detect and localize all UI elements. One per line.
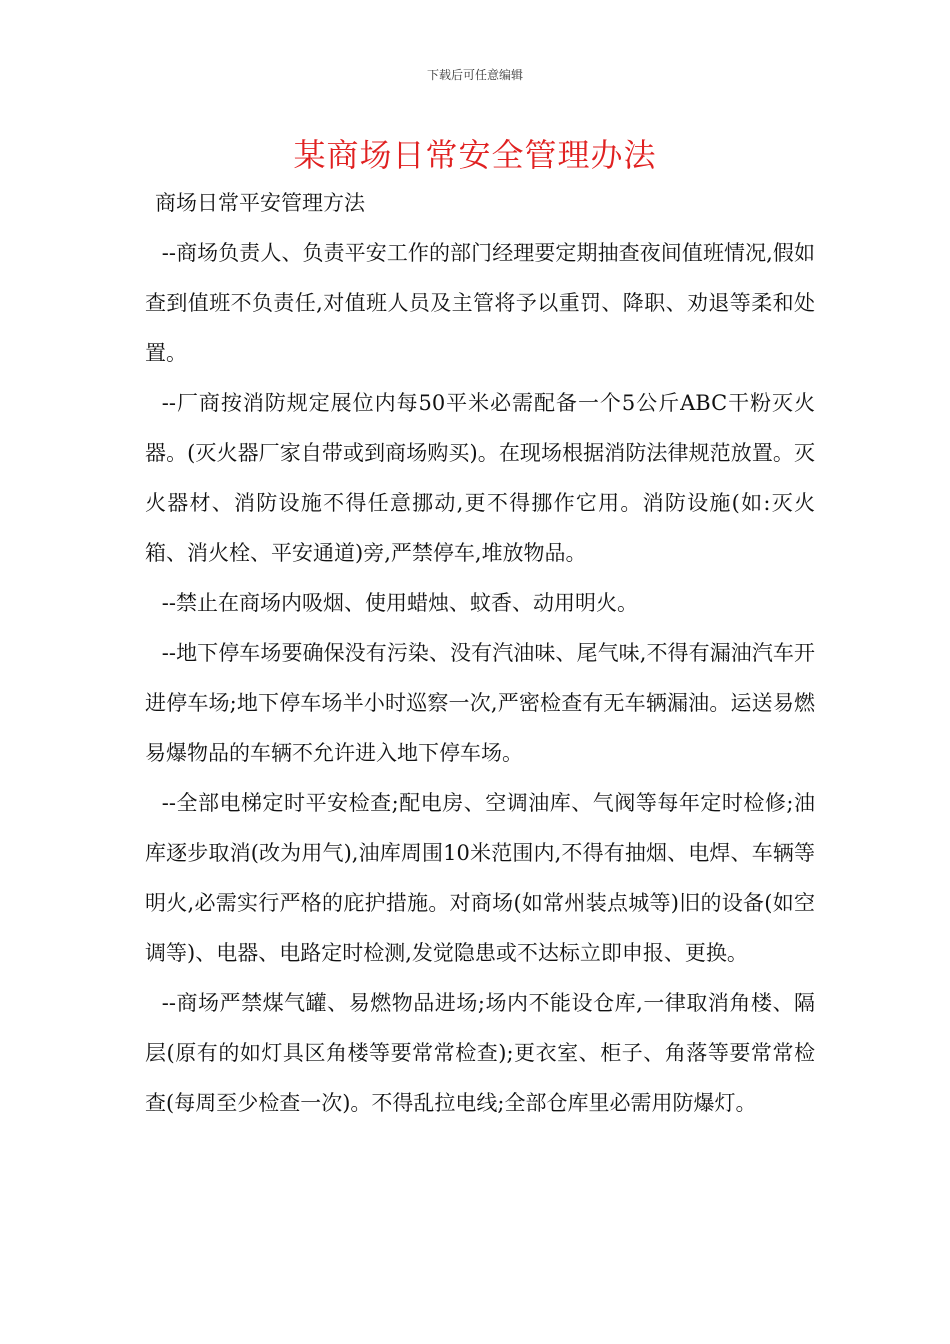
document-subtitle: 商场日常平安管理方法 <box>155 191 365 215</box>
paragraph-duty-inspection: --商场负责人、负责平安工作的部门经理要定期抽查夜间值班情况,假如查到值班不负责任,对值班人员及主管将予以重罚、降职、劝退等柔和处置。 <box>145 241 815 365</box>
paragraph-flammables-storage: --商场严禁煤气罐、易燃物品进场;场内不能设仓库,一律取消角楼、隔层(原有的如灯具区角楼等要常常检查);更衣室、柜子、角落等要常常检查(每周至少检查一次)。不得乱拉电线;全部仓库里必需用防爆灯。 <box>145 991 815 1115</box>
paragraph-no-open-flame: --禁止在商场内吸烟、使用蜡烛、蚊香、动用明火。 <box>161 591 638 615</box>
paragraph-equipment-inspection: --全部电梯定时平安检查;配电房、空调油库、气阀等每年定时检修;油库逐步取消(改为用气),油库周围10米范围内,不得有抽烟、电焊、车辆等明火,必需实行严格的庇护措施。对商场(如常州装点城等)旧的设备(如空调等)、电器、电路定时检测,发觉隐患或不达标立即申报、更换。 <box>145 791 815 965</box>
document-title: 某商场日常安全管理办法 <box>293 136 657 174</box>
paragraph-parking-garage: --地下停车场要确保没有污染、没有汽油味、尾气味,不得有漏油汽车开进停车场;地下停车场半小时巡察一次,严密检查有无车辆漏油。运送易燃易爆物品的车辆不允许进入地下停车场。 <box>145 641 815 765</box>
paragraph-fire-extinguishers: --厂商按消防规定展位内每50平米必需配备一个5公斤ABC干粉灭火器。(灭火器厂家自带或到商场购买)。在现场根据消防法律规范放置。灭火器材、消防设施不得任意挪动,更不得挪作它用。消防设施(如:灭火箱、消火栓、平安通道)旁,严禁停车,堆放物品。 <box>145 391 815 565</box>
header-note: 下载后可任意编辑 <box>426 68 523 82</box>
document-body <box>145 178 815 1128</box>
